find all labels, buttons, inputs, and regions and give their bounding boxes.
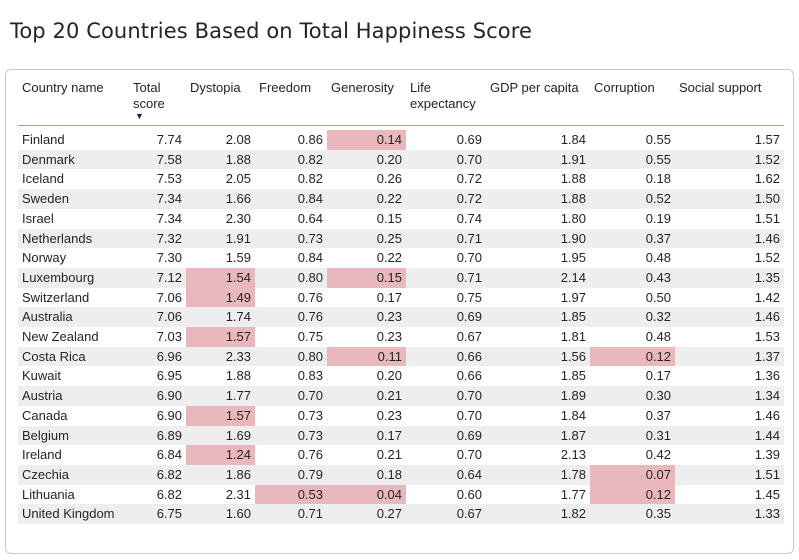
value-cell-dystopia: 1.59 — [186, 248, 255, 268]
column-header-label: Country name — [22, 80, 104, 95]
table-row[interactable] — [18, 366, 784, 386]
value-cell-gdp-per-capita: 1.87 — [486, 426, 590, 446]
column-header-label: Generosity — [331, 80, 394, 95]
value-cell-gdp-per-capita: 1.85 — [486, 366, 590, 386]
value-cell-life-expectancy: 0.64 — [406, 465, 486, 485]
value-cell-freedom: 0.83 — [255, 366, 327, 386]
value-cell-freedom: 0.73 — [255, 229, 327, 249]
value-cell-social-support: 1.39 — [675, 445, 784, 465]
value-cell-generosity: 0.27 — [327, 504, 406, 524]
table-row[interactable] — [18, 465, 784, 485]
value-cell-generosity: 0.17 — [327, 288, 406, 308]
value-cell-dystopia: 1.86 — [186, 465, 255, 485]
value-cell-dystopia: 2.08 — [186, 130, 255, 150]
value-cell-dystopia: 1.54 — [186, 268, 255, 288]
value-cell-freedom: 0.75 — [255, 327, 327, 347]
value-cell-life-expectancy: 0.71 — [406, 268, 486, 288]
table-row[interactable] — [18, 504, 784, 524]
country-name-cell: Ireland — [18, 445, 129, 465]
table-row[interactable] — [18, 229, 784, 249]
value-cell-social-support: 1.46 — [675, 307, 784, 327]
value-cell-gdp-per-capita: 2.13 — [486, 445, 590, 465]
value-cell-total-score: 7.30 — [129, 248, 186, 268]
value-cell-total-score: 6.84 — [129, 445, 186, 465]
value-cell-corruption: 0.19 — [590, 209, 675, 229]
value-cell-corruption: 0.55 — [590, 150, 675, 170]
country-name-cell: United Kingdom — [18, 504, 129, 524]
value-cell-dystopia: 1.57 — [186, 327, 255, 347]
value-cell-gdp-per-capita: 1.56 — [486, 347, 590, 367]
table-body — [18, 126, 784, 525]
value-cell-gdp-per-capita: 1.97 — [486, 288, 590, 308]
value-cell-life-expectancy: 0.66 — [406, 347, 486, 367]
value-cell-freedom: 0.82 — [255, 169, 327, 189]
value-cell-generosity: 0.20 — [327, 150, 406, 170]
value-cell-social-support: 1.33 — [675, 504, 784, 524]
value-cell-total-score: 7.06 — [129, 288, 186, 308]
happiness-table — [18, 80, 784, 524]
country-name-cell: Iceland — [18, 169, 129, 189]
value-cell-freedom: 0.80 — [255, 268, 327, 288]
column-header-social-support[interactable] — [675, 80, 784, 126]
value-cell-generosity: 0.17 — [327, 426, 406, 446]
table-row[interactable] — [18, 347, 784, 367]
value-cell-social-support: 1.46 — [675, 229, 784, 249]
country-name-cell: Sweden — [18, 189, 129, 209]
value-cell-freedom: 0.70 — [255, 386, 327, 406]
value-cell-total-score: 6.90 — [129, 386, 186, 406]
value-cell-gdp-per-capita: 1.78 — [486, 465, 590, 485]
country-name-cell: New Zealand — [18, 327, 129, 347]
value-cell-social-support: 1.42 — [675, 288, 784, 308]
value-cell-life-expectancy: 0.69 — [406, 426, 486, 446]
value-cell-total-score: 6.75 — [129, 504, 186, 524]
country-name-cell: Denmark — [18, 150, 129, 170]
value-cell-dystopia: 1.88 — [186, 150, 255, 170]
value-cell-dystopia: 1.69 — [186, 426, 255, 446]
value-cell-corruption: 0.50 — [590, 288, 675, 308]
value-cell-dystopia: 2.33 — [186, 347, 255, 367]
value-cell-life-expectancy: 0.69 — [406, 307, 486, 327]
value-cell-social-support: 1.46 — [675, 406, 784, 426]
value-cell-life-expectancy: 0.72 — [406, 189, 486, 209]
column-header-label: GDP per capita — [490, 80, 579, 95]
value-cell-gdp-per-capita: 1.84 — [486, 406, 590, 426]
column-header-label: Freedom — [259, 80, 312, 95]
value-cell-life-expectancy: 0.67 — [406, 327, 486, 347]
table-row[interactable] — [18, 445, 784, 465]
value-cell-generosity: 0.21 — [327, 445, 406, 465]
value-cell-gdp-per-capita: 1.81 — [486, 327, 590, 347]
value-cell-freedom: 0.76 — [255, 288, 327, 308]
value-cell-gdp-per-capita: 1.89 — [486, 386, 590, 406]
value-cell-freedom: 0.84 — [255, 189, 327, 209]
value-cell-dystopia: 1.88 — [186, 366, 255, 386]
table-row[interactable] — [18, 288, 784, 308]
value-cell-corruption: 0.43 — [590, 268, 675, 288]
table-row[interactable] — [18, 248, 784, 268]
value-cell-life-expectancy: 0.70 — [406, 445, 486, 465]
table-visual — [5, 69, 794, 554]
value-cell-freedom: 0.79 — [255, 465, 327, 485]
value-cell-corruption: 0.31 — [590, 426, 675, 446]
value-cell-social-support: 1.36 — [675, 366, 784, 386]
sort-descending-icon[interactable]: ▼ — [135, 111, 144, 121]
value-cell-corruption: 0.35 — [590, 504, 675, 524]
table-row[interactable] — [18, 426, 784, 446]
table-row[interactable] — [18, 189, 784, 209]
value-cell-total-score: 7.06 — [129, 307, 186, 327]
column-header-total-score[interactable] — [129, 80, 186, 126]
column-header-life-expectancy[interactable] — [406, 80, 486, 126]
table-header-row — [18, 80, 784, 126]
value-cell-gdp-per-capita: 1.88 — [486, 169, 590, 189]
table-row[interactable] — [18, 485, 784, 505]
page-title: Top 20 Countries Based on Total Happiness Score — [10, 19, 533, 43]
value-cell-total-score: 6.95 — [129, 366, 186, 386]
value-cell-total-score: 6.90 — [129, 406, 186, 426]
value-cell-corruption: 0.42 — [590, 445, 675, 465]
country-name-cell: Switzerland — [18, 288, 129, 308]
value-cell-generosity: 0.25 — [327, 229, 406, 249]
value-cell-life-expectancy: 0.74 — [406, 209, 486, 229]
table-row[interactable] — [18, 169, 784, 189]
value-cell-life-expectancy: 0.70 — [406, 248, 486, 268]
value-cell-life-expectancy: 0.70 — [406, 150, 486, 170]
country-name-cell: Canada — [18, 406, 129, 426]
country-name-cell: Israel — [18, 209, 129, 229]
table-row[interactable] — [18, 406, 784, 426]
value-cell-corruption: 0.48 — [590, 248, 675, 268]
value-cell-dystopia: 1.24 — [186, 445, 255, 465]
value-cell-gdp-per-capita: 1.88 — [486, 189, 590, 209]
table-row[interactable] — [18, 327, 784, 347]
value-cell-generosity: 0.26 — [327, 169, 406, 189]
value-cell-life-expectancy: 0.71 — [406, 229, 486, 249]
value-cell-social-support: 1.52 — [675, 150, 784, 170]
value-cell-life-expectancy: 0.67 — [406, 504, 486, 524]
value-cell-corruption: 0.55 — [590, 130, 675, 150]
value-cell-generosity: 0.21 — [327, 386, 406, 406]
value-cell-total-score: 6.82 — [129, 465, 186, 485]
value-cell-dystopia: 2.05 — [186, 169, 255, 189]
value-cell-social-support: 1.53 — [675, 327, 784, 347]
value-cell-freedom: 0.82 — [255, 150, 327, 170]
value-cell-freedom: 0.71 — [255, 504, 327, 524]
column-header-country-name[interactable] — [18, 80, 129, 126]
value-cell-life-expectancy: 0.66 — [406, 366, 486, 386]
value-cell-dystopia: 1.74 — [186, 307, 255, 327]
column-header-label: Total score — [133, 80, 165, 111]
value-cell-gdp-per-capita: 2.14 — [486, 268, 590, 288]
value-cell-total-score: 7.03 — [129, 327, 186, 347]
country-name-cell: Luxembourg — [18, 268, 129, 288]
value-cell-generosity: 0.15 — [327, 268, 406, 288]
value-cell-social-support: 1.44 — [675, 426, 784, 446]
country-name-cell: Czechia — [18, 465, 129, 485]
value-cell-total-score: 7.53 — [129, 169, 186, 189]
value-cell-corruption: 0.07 — [590, 465, 675, 485]
value-cell-dystopia: 2.31 — [186, 485, 255, 505]
value-cell-total-score: 7.34 — [129, 189, 186, 209]
value-cell-corruption: 0.12 — [590, 347, 675, 367]
value-cell-freedom: 0.64 — [255, 209, 327, 229]
value-cell-corruption: 0.52 — [590, 189, 675, 209]
value-cell-social-support: 1.37 — [675, 347, 784, 367]
value-cell-gdp-per-capita: 1.84 — [486, 130, 590, 150]
value-cell-total-score: 6.82 — [129, 485, 186, 505]
country-name-cell: Belgium — [18, 426, 129, 446]
value-cell-corruption: 0.12 — [590, 485, 675, 505]
value-cell-life-expectancy: 0.70 — [406, 386, 486, 406]
value-cell-corruption: 0.37 — [590, 229, 675, 249]
value-cell-social-support: 1.51 — [675, 209, 784, 229]
column-header-label: Social support — [679, 80, 762, 95]
value-cell-generosity: 0.20 — [327, 366, 406, 386]
country-name-cell: Australia — [18, 307, 129, 327]
column-header-dystopia[interactable] — [186, 80, 255, 126]
value-cell-social-support: 1.34 — [675, 386, 784, 406]
value-cell-life-expectancy: 0.75 — [406, 288, 486, 308]
value-cell-total-score: 7.58 — [129, 150, 186, 170]
value-cell-freedom: 0.84 — [255, 248, 327, 268]
value-cell-social-support: 1.57 — [675, 130, 784, 150]
value-cell-generosity: 0.04 — [327, 485, 406, 505]
column-header-label: Corruption — [594, 80, 655, 95]
value-cell-generosity: 0.23 — [327, 307, 406, 327]
value-cell-gdp-per-capita: 1.85 — [486, 307, 590, 327]
value-cell-dystopia: 1.77 — [186, 386, 255, 406]
value-cell-corruption: 0.37 — [590, 406, 675, 426]
column-header-corruption[interactable] — [590, 80, 675, 126]
country-name-cell: Austria — [18, 386, 129, 406]
value-cell-total-score: 7.32 — [129, 229, 186, 249]
value-cell-dystopia: 1.57 — [186, 406, 255, 426]
column-header-label: Life expectancy — [410, 80, 476, 111]
value-cell-freedom: 0.53 — [255, 485, 327, 505]
value-cell-life-expectancy: 0.72 — [406, 169, 486, 189]
country-name-cell: Lithuania — [18, 485, 129, 505]
value-cell-freedom: 0.76 — [255, 445, 327, 465]
value-cell-generosity: 0.14 — [327, 130, 406, 150]
table-row[interactable] — [18, 130, 784, 150]
value-cell-social-support: 1.50 — [675, 189, 784, 209]
column-header-label: Dystopia — [190, 80, 241, 95]
value-cell-total-score: 7.12 — [129, 268, 186, 288]
value-cell-dystopia: 1.66 — [186, 189, 255, 209]
value-cell-total-score: 6.89 — [129, 426, 186, 446]
value-cell-corruption: 0.32 — [590, 307, 675, 327]
value-cell-gdp-per-capita: 1.80 — [486, 209, 590, 229]
value-cell-social-support: 1.45 — [675, 485, 784, 505]
value-cell-social-support: 1.51 — [675, 465, 784, 485]
value-cell-life-expectancy: 0.69 — [406, 130, 486, 150]
value-cell-dystopia: 1.91 — [186, 229, 255, 249]
table-row[interactable] — [18, 209, 784, 229]
value-cell-life-expectancy: 0.60 — [406, 485, 486, 505]
value-cell-generosity: 0.22 — [327, 248, 406, 268]
value-cell-social-support: 1.35 — [675, 268, 784, 288]
value-cell-corruption: 0.18 — [590, 169, 675, 189]
value-cell-freedom: 0.86 — [255, 130, 327, 150]
value-cell-dystopia: 2.30 — [186, 209, 255, 229]
value-cell-corruption: 0.17 — [590, 366, 675, 386]
value-cell-generosity: 0.23 — [327, 406, 406, 426]
column-header-gdp-per-capita[interactable] — [486, 80, 590, 126]
value-cell-freedom: 0.73 — [255, 426, 327, 446]
table-row[interactable] — [18, 307, 784, 327]
table-row[interactable] — [18, 150, 784, 170]
value-cell-generosity: 0.22 — [327, 189, 406, 209]
country-name-cell: Netherlands — [18, 229, 129, 249]
value-cell-corruption: 0.48 — [590, 327, 675, 347]
value-cell-gdp-per-capita: 1.90 — [486, 229, 590, 249]
value-cell-generosity: 0.15 — [327, 209, 406, 229]
country-name-cell: Kuwait — [18, 366, 129, 386]
table-row[interactable] — [18, 386, 784, 406]
value-cell-gdp-per-capita: 1.77 — [486, 485, 590, 505]
country-name-cell: Norway — [18, 248, 129, 268]
value-cell-gdp-per-capita: 1.82 — [486, 504, 590, 524]
value-cell-dystopia: 1.49 — [186, 288, 255, 308]
value-cell-freedom: 0.76 — [255, 307, 327, 327]
column-header-generosity[interactable] — [327, 80, 406, 126]
value-cell-generosity: 0.23 — [327, 327, 406, 347]
value-cell-gdp-per-capita: 1.91 — [486, 150, 590, 170]
value-cell-total-score: 7.34 — [129, 209, 186, 229]
value-cell-gdp-per-capita: 1.95 — [486, 248, 590, 268]
country-name-cell: Costa Rica — [18, 347, 129, 367]
value-cell-total-score: 7.74 — [129, 130, 186, 150]
value-cell-generosity: 0.18 — [327, 465, 406, 485]
value-cell-social-support: 1.62 — [675, 169, 784, 189]
value-cell-total-score: 6.96 — [129, 347, 186, 367]
value-cell-corruption: 0.30 — [590, 386, 675, 406]
country-name-cell: Finland — [18, 130, 129, 150]
value-cell-freedom: 0.80 — [255, 347, 327, 367]
value-cell-dystopia: 1.60 — [186, 504, 255, 524]
value-cell-freedom: 0.73 — [255, 406, 327, 426]
value-cell-social-support: 1.52 — [675, 248, 784, 268]
column-header-freedom[interactable] — [255, 80, 327, 126]
value-cell-generosity: 0.11 — [327, 347, 406, 367]
table-row[interactable] — [18, 268, 784, 288]
value-cell-life-expectancy: 0.70 — [406, 406, 486, 426]
